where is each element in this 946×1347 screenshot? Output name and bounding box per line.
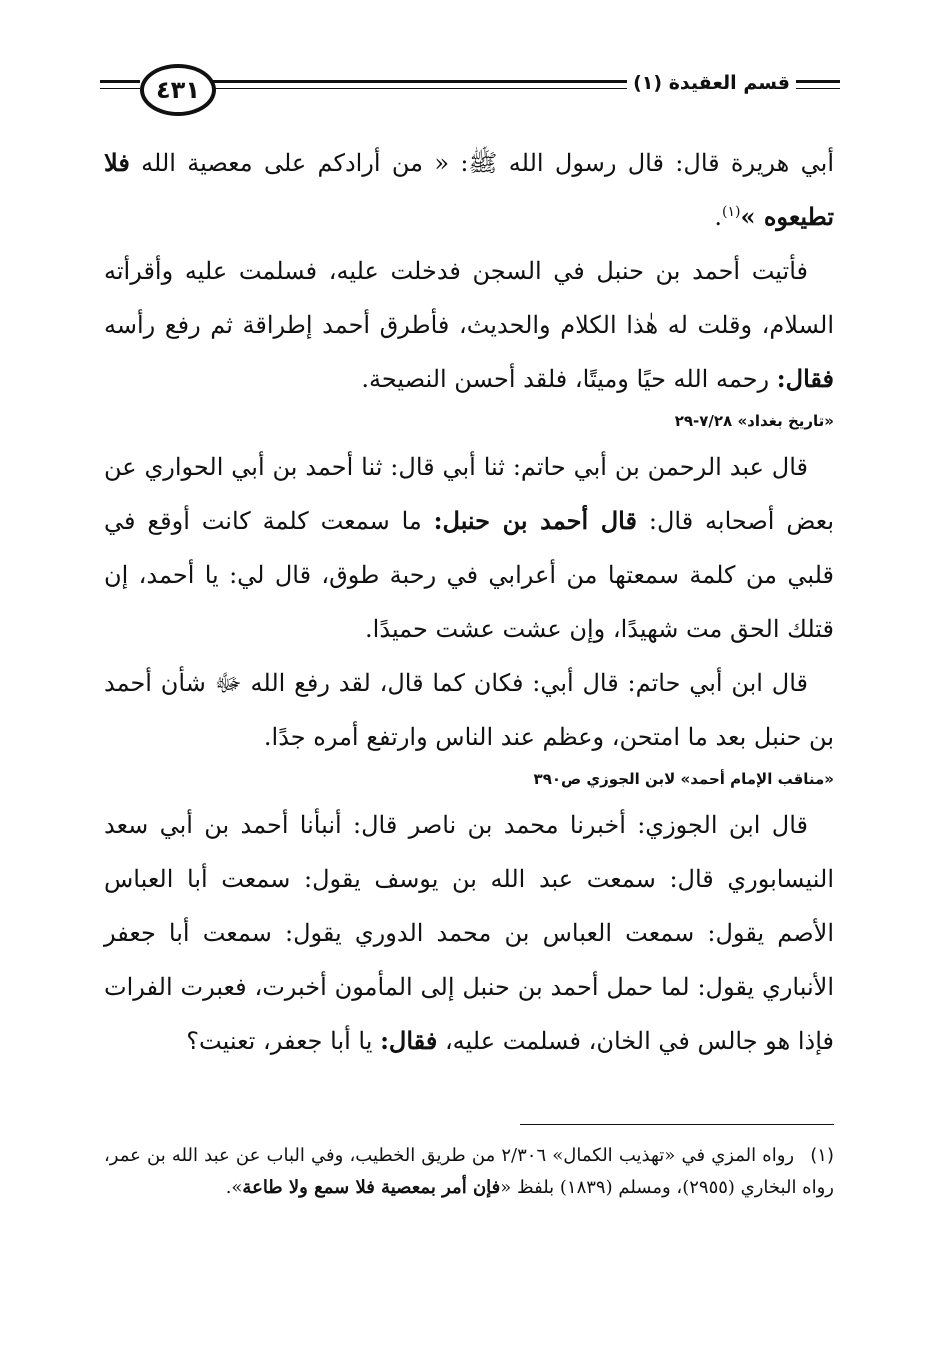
- paragraph-5: [104, 798, 834, 1068]
- footnote-1: [104, 1140, 834, 1204]
- footnote-end: ».: [225, 1177, 243, 1198]
- p5-text: قال ابن الجوزي: أخبرنا محمد بن ناصر قال: أنبأنا أحمد بن أبي سعد النيسابوري قال: سمعت عبد الله بن يوسف يقول: سمعت أبا العباس الأصم يقول: سمعت العباس بن محمد الدوري يقول: سمعت أبا جعفر الأنباري يقول: لما حمل أحمد بن حنبل إلى المأمون أخبرت، فعبرت الفرات فإذا هو جالس في الخان، فسلمت عليه،: [104, 811, 835, 1055]
- paragraph-1: [104, 136, 834, 244]
- p1-text: أبي هريرة قال: قال رسول الله ﷺ: « من أرادكم على معصية الله: [141, 149, 835, 177]
- header-rule-left-top: [100, 80, 140, 83]
- footnote-mark: (١): [810, 1145, 834, 1166]
- p2-said: فقال:: [776, 364, 834, 393]
- footnote-separator: [520, 1124, 834, 1125]
- paragraph-3: [104, 440, 834, 656]
- header-rule-right-top: [800, 80, 840, 83]
- header-title: قسم العقيدة (١): [627, 72, 796, 94]
- main-text: [104, 136, 834, 1068]
- p3-start: قال عبد الرحمن بن أبي حاتم: ثنا أبي قال: ثنا أحمد بن أبي الحواري عن بعض أصحابه قال:: [104, 453, 834, 535]
- source-citation-2: «مناقب الإمام أحمد» لابن الجوزي ص٣٩٠: [533, 770, 834, 788]
- p1-end: .: [714, 203, 723, 231]
- p2-end: رحمه الله حيًا وميتًا، فلقد أحسن النصيحة.: [361, 365, 770, 393]
- footnotes: [104, 1140, 834, 1204]
- header-rule-right-bottom: [800, 88, 840, 89]
- paragraph-2: [104, 244, 834, 406]
- p3-speaker: قال أحمد بن حنبل:: [433, 506, 637, 535]
- source-citation-1: «تاريخ بغداد» ٧/٢٨-٢٩: [674, 412, 834, 430]
- footnote-ref-1: (١): [722, 204, 741, 220]
- footnote-text: رواه المزي في «تهذيب الكمال» ٢/٣٠٦ من طريق الخطيب، وفي الباب عن عبد الله بن عمر، رواه البخاري (٢٩٥٥)، ومسلم (١٨٣٩) بلفظ «: [104, 1145, 834, 1198]
- footnote-quote: فإن أمر بمعصية فلا سمع ولا طاعة: [242, 1177, 501, 1198]
- page-number: ٤٣١: [140, 64, 216, 116]
- p1-quote: فلا تطيعوه »: [104, 148, 834, 231]
- p3-end: ما سمعت كلمة كانت أوقع في قلبي من كلمة سمعتها من أعرابي في رحبة طوق، قال لي: يا أحمد، إن قتلك الحق مت شهيدًا، وإن عشت عشت حميدًا.: [104, 507, 834, 643]
- header-rule-left-bottom: [100, 88, 140, 89]
- running-header: [100, 60, 840, 124]
- p5-end: يا أبا جعفر، تعنيت؟: [186, 1027, 373, 1055]
- p2-text: فأتيت أحمد بن حنبل في السجن فدخلت عليه، فسلمت عليه وأقرأته السلام، وقلت له هٰذا الكلام والحديث، فأطرق أحمد إطراقة ثم رفع رأسه: [104, 257, 834, 339]
- p5-said: فقال:: [380, 1026, 438, 1055]
- paragraph-4: قال ابن أبي حاتم: قال أبي: فكان كما قال، لقد رفع الله ﷻ شأن أحمد بن حنبل بعد ما امتحن، وعظم عند الناس وارتفع أمره جدًا.: [104, 669, 834, 751]
